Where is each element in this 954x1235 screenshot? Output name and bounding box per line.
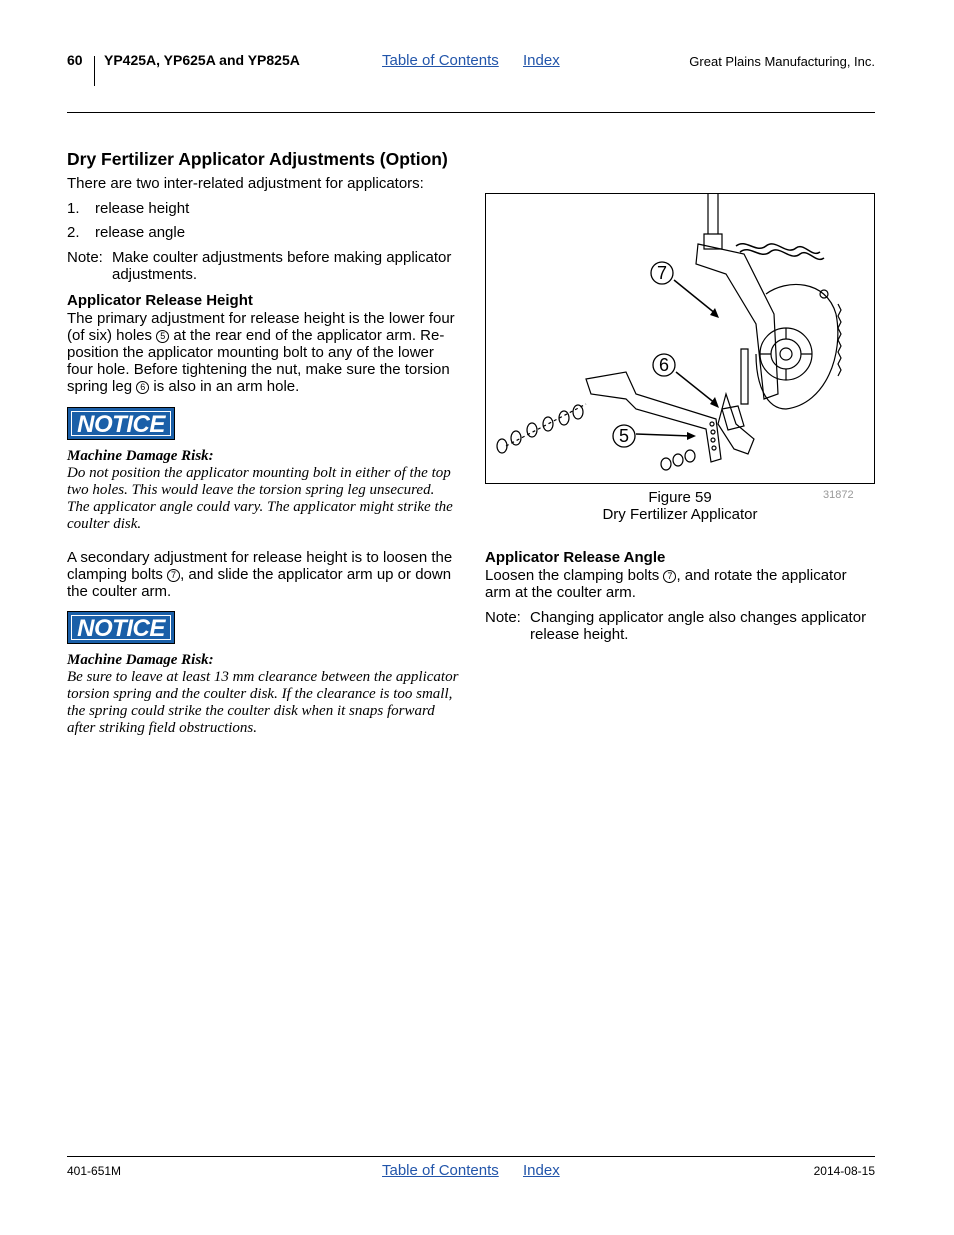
release-height-heading: Applicator Release Height xyxy=(67,292,253,309)
publish-date: 2014-08-15 xyxy=(813,1164,875,1178)
page-number: 60 xyxy=(67,52,83,68)
notice-risk-title: Machine Damage Risk: xyxy=(67,448,214,464)
footer-index-link[interactable]: Index xyxy=(523,1162,560,1179)
footer-rule xyxy=(67,1156,875,1157)
notice-risk-text: Be sure to leave at least 13 mm clearance between the applicator torsion spring and the coulter disk. If the clearance is too small, the spring could strike the coulter disk when it snaps forward after striking field obstructions. xyxy=(67,669,459,736)
company-name: Great Plains Manufacturing, Inc. xyxy=(689,54,875,69)
callout-5-icon: 5 xyxy=(156,330,169,343)
note-label: Note: xyxy=(67,249,103,266)
header-rule xyxy=(67,112,875,113)
figure-image-id: 31872 xyxy=(823,489,854,501)
footer-toc-link[interactable]: Table of Contents xyxy=(382,1162,499,1179)
list-item xyxy=(67,200,190,217)
manual-title: YP425A, YP625A and YP825A xyxy=(104,52,300,68)
section-heading: Dry Fertilizer Applicator Adjustments (Option) xyxy=(67,149,448,169)
list-number: 1. xyxy=(67,200,80,217)
paragraph-part: A secondary adjustment for release height is to loosen the clamping bolts xyxy=(67,549,453,583)
notice-label: NOTICE xyxy=(71,615,171,640)
secondary-adjustment xyxy=(67,549,462,600)
notice-risk-text: Do not position the applicator mounting bolt in either of the top two holes. This would leave the torsion spring leg unsecured. The applicator angle could vary. The applicator might strike the coulter disk. xyxy=(67,465,453,532)
release-height-paragraph xyxy=(67,310,462,395)
notice-badge xyxy=(67,407,175,440)
release-angle-heading: Applicator Release Angle xyxy=(485,549,666,566)
figure-frame xyxy=(485,193,875,484)
list-number: 2. xyxy=(67,224,80,241)
list-text: release height xyxy=(95,200,190,217)
note-text: Make coulter adjustments before making applicator adjustments. xyxy=(112,249,452,283)
header-toc-link[interactable]: Table of Contents xyxy=(382,52,499,69)
note-label: Note: xyxy=(485,609,521,626)
header-divider xyxy=(94,56,95,86)
notice-risk-title: Machine Damage Risk: xyxy=(67,652,214,668)
paragraph-part: , and rotate the applicator arm at the coulter arm. xyxy=(485,567,847,601)
notice-badge xyxy=(67,611,175,644)
callout-7-icon: 7 xyxy=(663,570,676,583)
paragraph-part: Loosen the clamping bolts xyxy=(485,567,660,584)
notice-label: NOTICE xyxy=(71,411,171,436)
doc-number: 401-651M xyxy=(67,1164,122,1178)
note xyxy=(485,609,875,643)
note xyxy=(67,249,462,283)
paragraph-part: , and slide the applicator arm up or down the coulter arm. xyxy=(67,566,452,600)
applicator-illustration xyxy=(486,194,874,483)
figure-caption xyxy=(485,489,875,523)
figure-title: Dry Fertilizer Applicator xyxy=(602,506,758,523)
callout-7-number: 7 xyxy=(656,263,668,283)
note-text: Changing applicator angle also changes applicator release height. xyxy=(530,609,867,643)
paragraph-part: is also in an arm hole. xyxy=(153,378,300,395)
list-text: release angle xyxy=(95,224,186,241)
release-angle-text xyxy=(485,567,875,601)
paragraph-part: at the rear end of the applicator arm. Re-position the applicator mounting bolt to any of the lower four hole. Before tightening the nut, make sure the torsion spring leg xyxy=(67,327,450,395)
paragraph-part: The primary adjustment for release height is the lower four (of six) holes xyxy=(67,310,455,344)
intro-text: There are two inter-related adjustment for applicators: xyxy=(67,175,424,192)
callout-6-icon: 6 xyxy=(136,381,149,394)
callout-6-number: 6 xyxy=(658,355,670,375)
list-item xyxy=(67,224,186,241)
header-index-link[interactable]: Index xyxy=(523,52,560,69)
callout-5-number: 5 xyxy=(618,426,630,446)
callout-7-icon: 7 xyxy=(167,569,180,582)
figure-number: Figure 59 xyxy=(648,489,712,506)
